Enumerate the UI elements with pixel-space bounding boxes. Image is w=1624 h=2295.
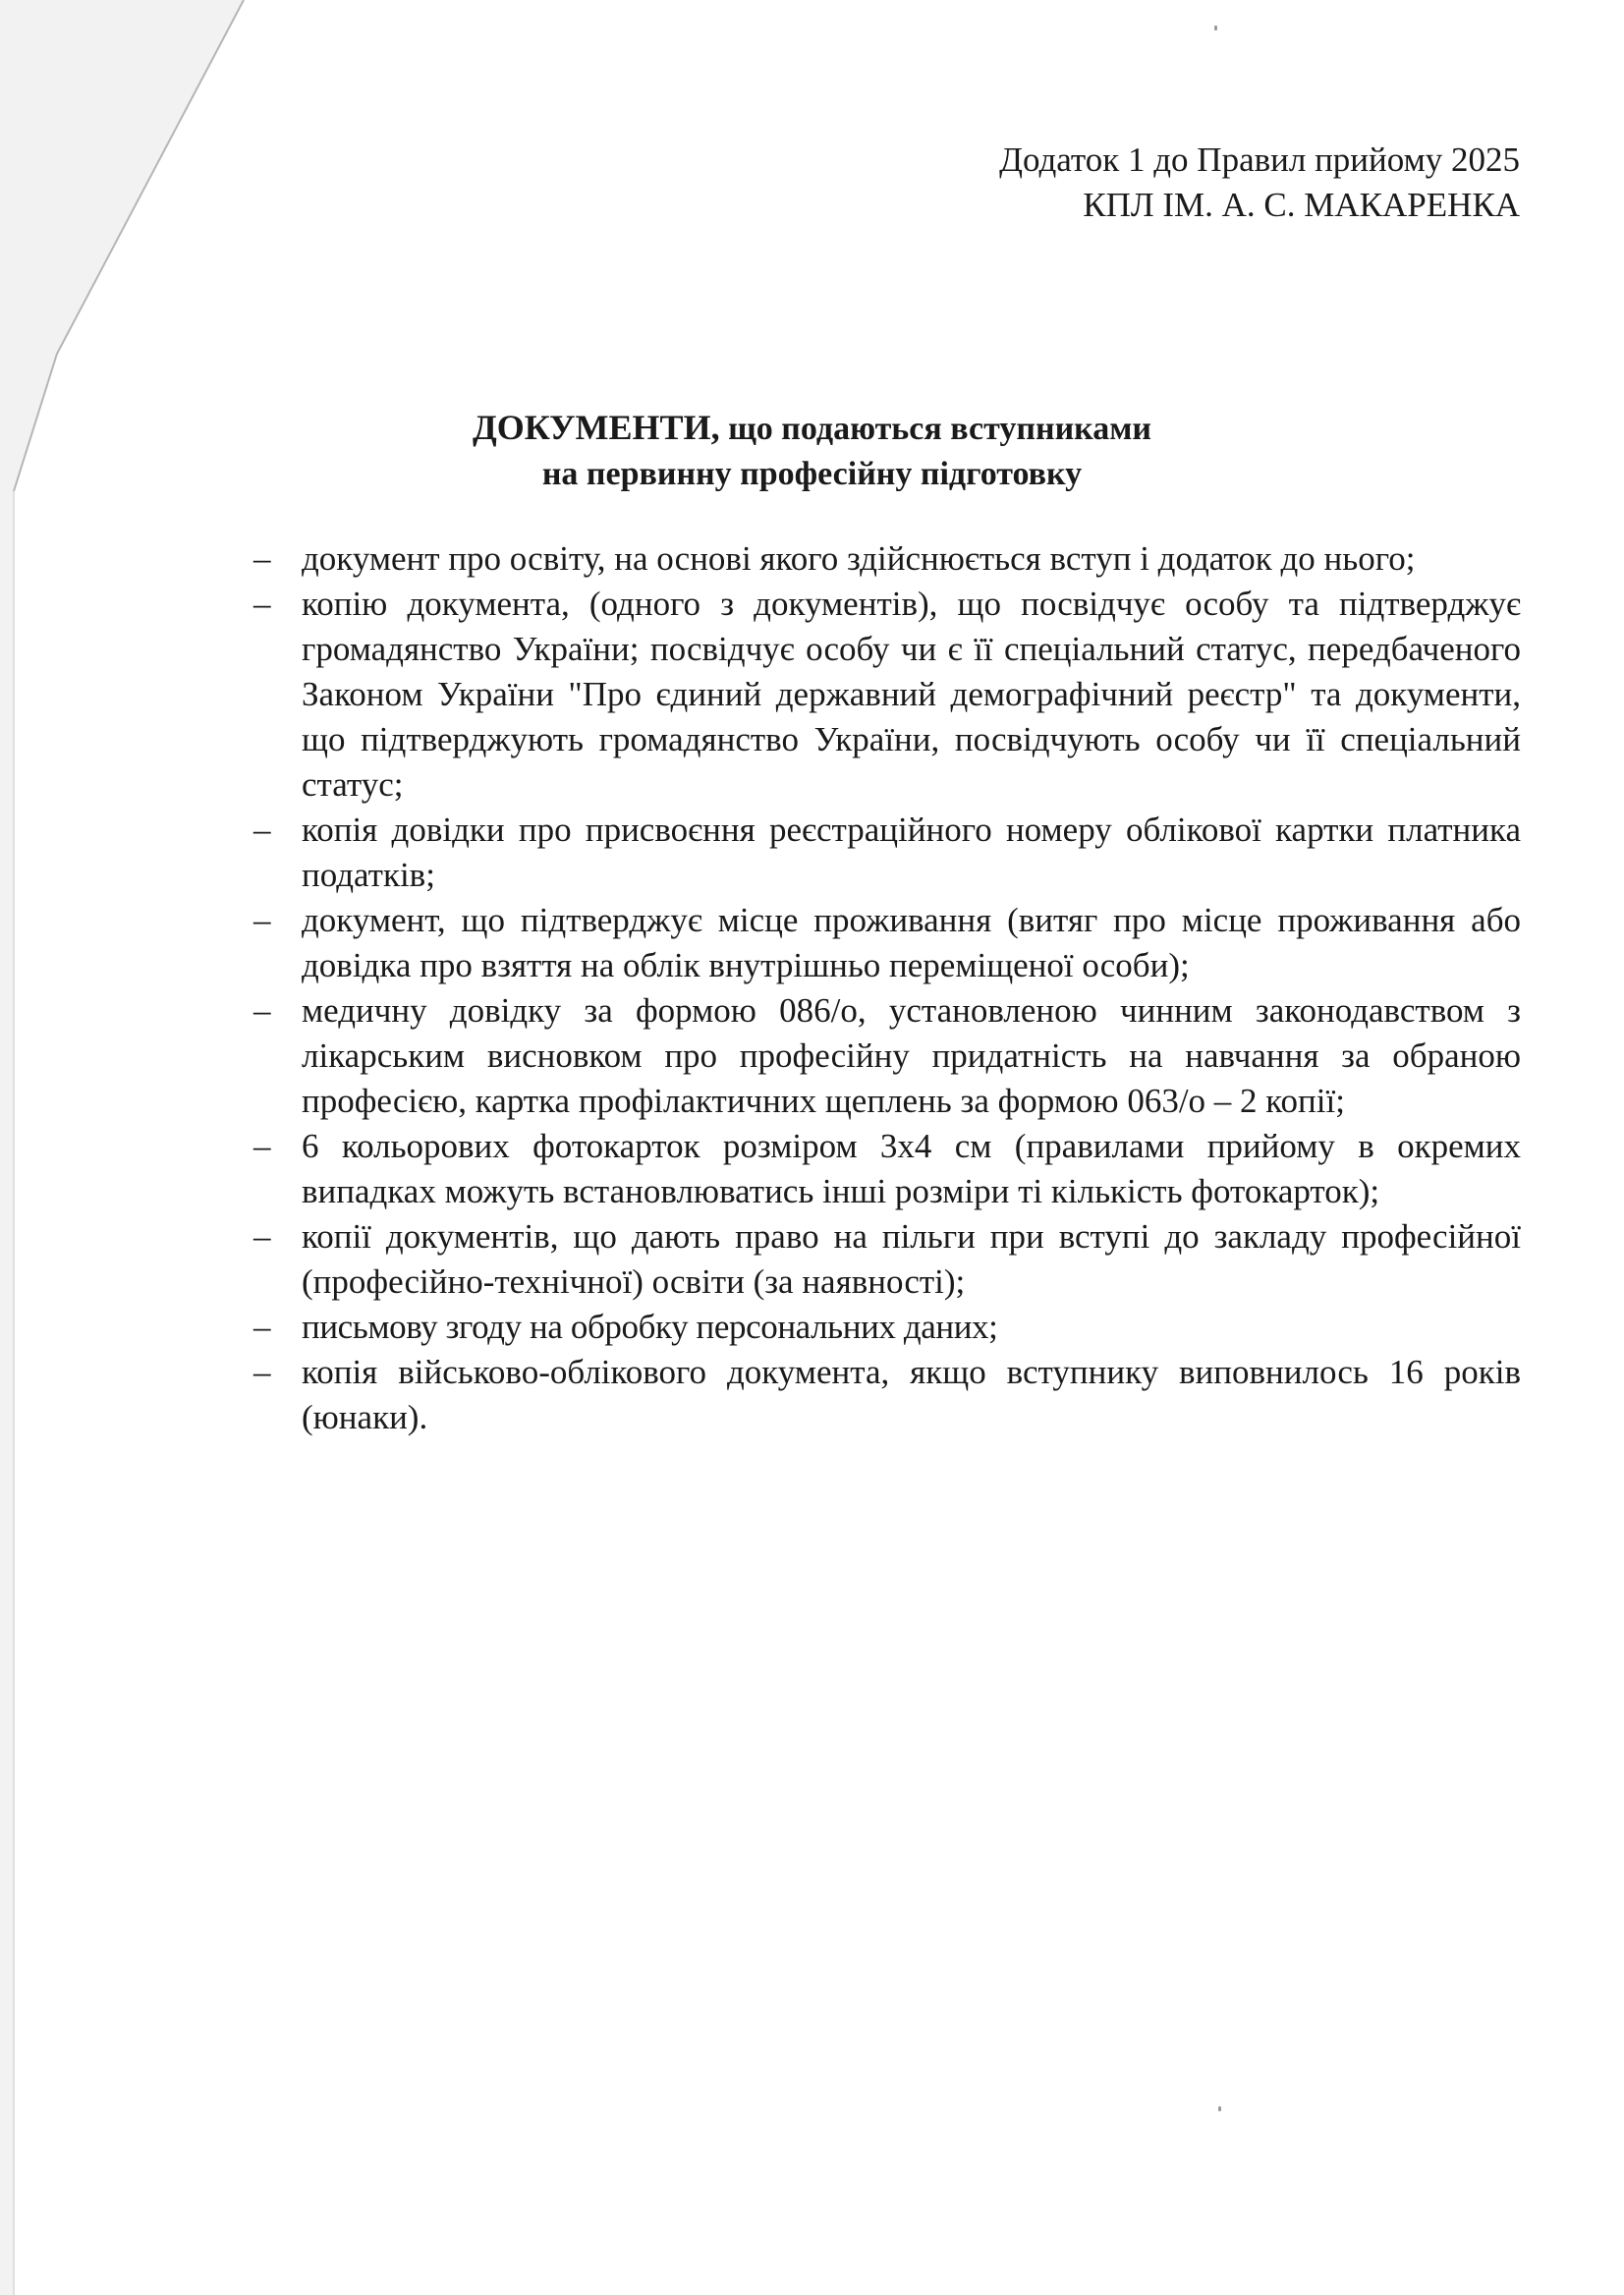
list-item [253,988,1521,1124]
documents-list [253,536,1521,1440]
list-item [253,1214,1521,1305]
document-header [999,138,1520,228]
list-item-text: копію документа, (одного з документів), що посвідчує особу та підтверджує громадянство України; посвідчує особу чи є її спеціальний статус, передбаченого Законом України "Про єдиний державний демографічний реєстр" та документи, що підтверджують громадянство України, посвідчують особу чи її спеціальний статус; [302,585,1521,804]
list-item-text: 6 кольорових фотокарток розміром 3х4 см (правилами прийому в окремих випадках можуть встановлюватись інші розміри ті кількість фотокарток); [302,1127,1521,1210]
list-bullet: – [253,811,271,849]
document-title [0,405,1624,497]
list-bullet: – [253,1353,271,1391]
list-bullet: – [253,585,271,623]
list-item-text: медичну довідку за формою 086/о, установленою чинним законодавством з лікарським висновком про професійну придатність на навчання за обраною професією, картка профілактичних щеплень за формою 063/о – 2 копії; [302,991,1521,1120]
title-line-1-rest: що подаються вступниками [719,411,1151,447]
list-item-text: копія довідки про присвоєння реєстраційного номеру облікової картки платника податків; [302,811,1521,894]
list-item [253,536,1521,582]
list-item [253,1124,1521,1214]
list-bullet: – [253,991,271,1030]
title-line-1 [0,405,1624,452]
list-item [253,582,1521,808]
list-item [253,1350,1521,1440]
title-keyword: ДОКУМЕНТИ, [472,408,720,447]
list-item-text: копія військово-облікового документа, якщо вступнику виповнилось 16 років (юнаки). [302,1353,1521,1436]
scan-speck [1218,2106,1221,2111]
header-line-institution: КПЛ ІМ. А. С. МАКАРЕНКА [1083,186,1520,224]
list-item-text: копії документів, що дають право на пільги при вступі до закладу професійної (професійно-технічної) освіти (за наявності); [302,1217,1521,1301]
title-line-2: на первинну професійну підготовку [541,456,1083,492]
list-item-text: письмову згоду на обробку персональних даних; [302,1308,998,1346]
list-item [253,1305,1521,1350]
list-bullet: – [253,1127,271,1165]
list-bullet: – [253,539,271,578]
list-item-text: документ про освіту, на основі якого здійснюється вступ і додаток до нього; [302,539,1416,578]
list-bullet: – [253,1217,271,1256]
scan-speck [1214,26,1217,30]
scan-shadow-edge [0,0,255,2295]
list-bullet: – [253,1308,271,1346]
header-line-appendix: Додаток 1 до Правил прийому 2025 [999,140,1520,179]
list-item [253,898,1521,988]
list-bullet: – [253,901,271,939]
list-item [253,808,1521,898]
list-item-text: документ, що підтверджує місце проживання (витяг про місце проживання або довідка про взяття на облік внутрішньо переміщеної особи); [302,901,1521,984]
